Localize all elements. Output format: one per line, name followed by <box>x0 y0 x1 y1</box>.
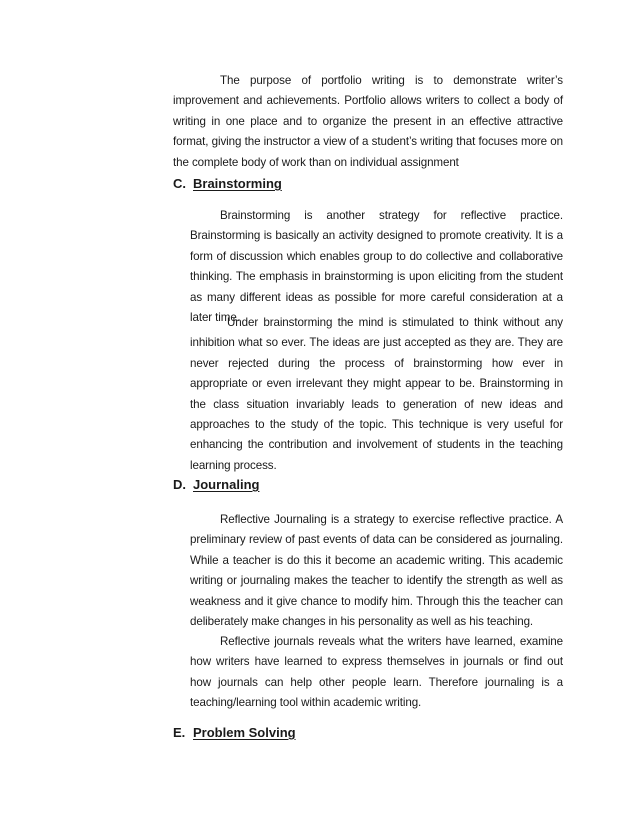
journaling-paragraph-2: Reflective journals reveals what the writers have learned, examine how writers have learned to express themselves in journals or find out how journals can help other people learn. Therefore journaling is a teaching/learning tool within academic writing. <box>190 635 563 710</box>
section-letter: C. <box>173 176 186 191</box>
section-heading-brainstorming <box>173 175 282 193</box>
section-letter: E. <box>173 725 186 740</box>
section-heading-journaling <box>173 476 259 494</box>
brainstorming-paragraph-1: Brainstorming is another strategy for reflective practice. Brainstorming is basically an activity designed to promote creativity. It is a form of discussion which enables group to do collective and collaborative thinking. The emphasis in brainstorming is upon eliciting from the student as many different ideas as possible for more careful consideration at a later time. <box>190 209 563 325</box>
brainstorming-paragraph-2: Under brainstorming the mind is stimulated to think without any inhibition what so ever. The ideas are just accepted as they are. They are never rejected during the process of brainstorming how ever in appropriate or even irrelevant they might appear to be. Brainstorming in the class situation invariably leads to generation of new ideas and approaches to the study of the topic. This technique is very useful for enhancing the contribution and involvement of students in the teaching learning process. <box>190 316 563 472</box>
section-title: Journaling <box>193 477 260 492</box>
section-title: Brainstorming <box>193 176 282 191</box>
section-heading-problem-solving <box>173 724 296 742</box>
intro-paragraph: The purpose of portfolio writing is to demonstrate writer’s improvement and achievements. Portfolio allows writers to collect a body of writing in one place and to organize the present in an effective attractive format, giving the instructor a view of a student’s writing that focuses more on the complete body of work than on individual assignment <box>173 74 563 169</box>
section-title: Problem Solving <box>193 725 296 740</box>
journaling-paragraph-1: Reflective Journaling is a strategy to exercise reflective practice. A preliminary review of past events of data can be considered as journaling. While a teacher is do this it become an academic writing. This academic writing or journaling makes the teacher to identify the strength as well as weakness and it give chance to modify him. Through this the teacher can deliberately make changes in his personality as well as his teaching. <box>190 513 563 629</box>
section-letter: D. <box>173 477 186 492</box>
